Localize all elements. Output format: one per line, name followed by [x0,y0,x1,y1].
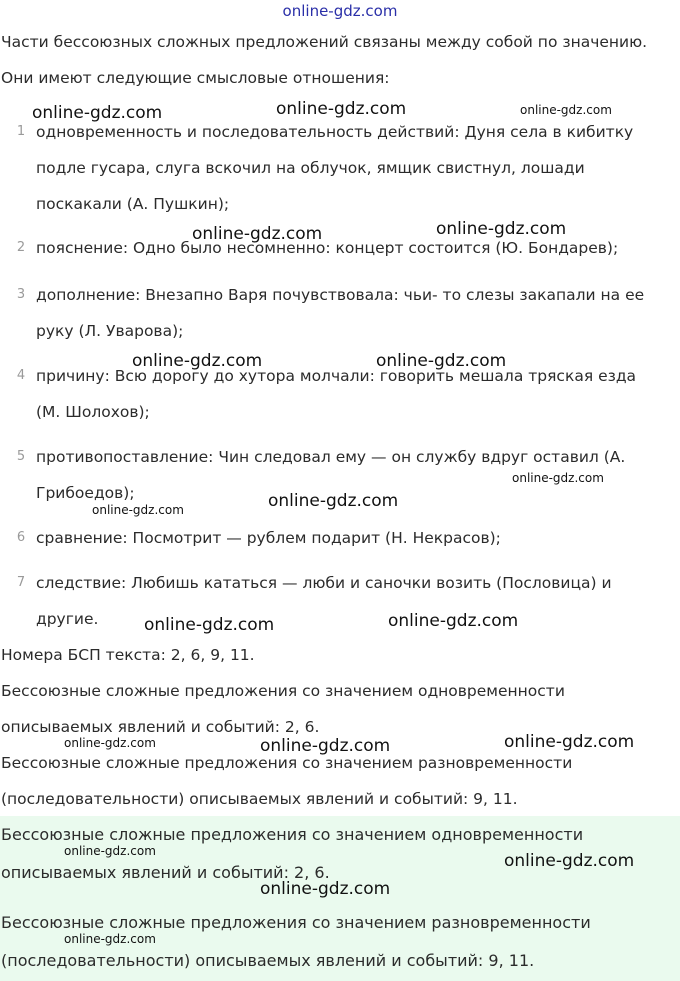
answer-line: Бессоюзные сложные предложения со значением одновременности [1,825,584,844]
list-line: другие. [36,610,99,628]
watermark: online-gdz.com [512,471,604,485]
watermark: online-gdz.com [388,611,519,631]
body-line: Бессоюзные сложные предложения со значением одновременности [1,682,565,700]
watermark: online-gdz.com [64,736,156,750]
watermark: online-gdz.com [504,851,635,871]
list-line: пояснение: Одно было несомненно: концерт состоится (Ю. Бондарев); [36,239,619,257]
list-line: противопоставление: Чин следовал ему — он службу вдруг оставил (А. [36,448,626,466]
watermark: online-gdz.com [64,844,156,858]
list-number: 6 [16,530,26,545]
watermark: online-gdz.com [144,615,275,635]
list-text [36,114,666,222]
body-line: (последовательности) описываемых явлений и событий: 9, 11. [1,790,518,808]
site-header-logo[interactable]: online-gdz.com [282,2,398,20]
list-number: 4 [16,368,26,383]
body-line: Номера БСП текста: 2, 6, 9, 11. [1,646,255,664]
list-number: 3 [16,287,26,302]
body-line: Бессоюзные сложные предложения со значением разновременности [1,754,573,772]
list-line: (М. Шолохов); [36,403,150,421]
list-line: подле гусара, слуга вскочил на облучок, ямщик свистнул, лошади [36,159,585,177]
list-number: 2 [16,240,26,255]
answer-line: Бессоюзные сложные предложения со значением разновременности [1,913,591,932]
list-text [36,358,666,430]
list-text [36,565,666,637]
list-text [36,230,666,266]
list-line: руку (Л. Уварова); [36,322,184,340]
list-line: следствие: Любишь кататься — люби и саночки возить (Пословица) и [36,574,612,592]
list-line: причину: Всю дорогу до хутора молчали: говорить мешала тряская езда [36,367,637,385]
intro-line: Они имеют следующие смысловые отношения: [1,69,390,87]
watermark: online-gdz.com [376,351,507,371]
list-number: 5 [16,449,26,464]
body-line: описываемых явлений и событий: 2, 6. [1,718,320,736]
list-line: сравнение: Посмотрит — рублем подарит (Н. Некрасов); [36,529,501,547]
list-text [36,520,666,556]
watermark: online-gdz.com [132,351,263,371]
watermark: online-gdz.com [260,736,391,756]
list-text [36,277,666,349]
watermark: online-gdz.com [520,103,612,117]
watermark: online-gdz.com [268,491,399,511]
answer-line: описываемых явлений и событий: 2, 6. [1,863,330,882]
watermark: online-gdz.com [260,879,391,899]
watermark: online-gdz.com [92,503,184,517]
list-line: одновременность и последовательность действий: Дуня села в кибитку [36,123,634,141]
watermark: online-gdz.com [32,103,163,123]
list-line: Грибоедов); [36,484,135,502]
list-number: 1 [16,124,26,139]
watermark: online-gdz.com [64,932,156,946]
watermark: online-gdz.com [436,219,567,239]
intro-line: Части бессоюзных сложных предложений связаны между собой по значению. [1,33,648,51]
watermark: online-gdz.com [276,99,407,119]
list-number: 7 [16,575,26,590]
list-line: дополнение: Внезапно Варя почувствовала: чьи- то слезы закапали на ее [36,286,645,304]
watermark: online-gdz.com [504,732,635,752]
answer-line: (последовательности) описываемых явлений и событий: 9, 11. [1,951,535,970]
list-line: поскакали (А. Пушкин); [36,195,230,213]
watermark: online-gdz.com [192,224,323,244]
